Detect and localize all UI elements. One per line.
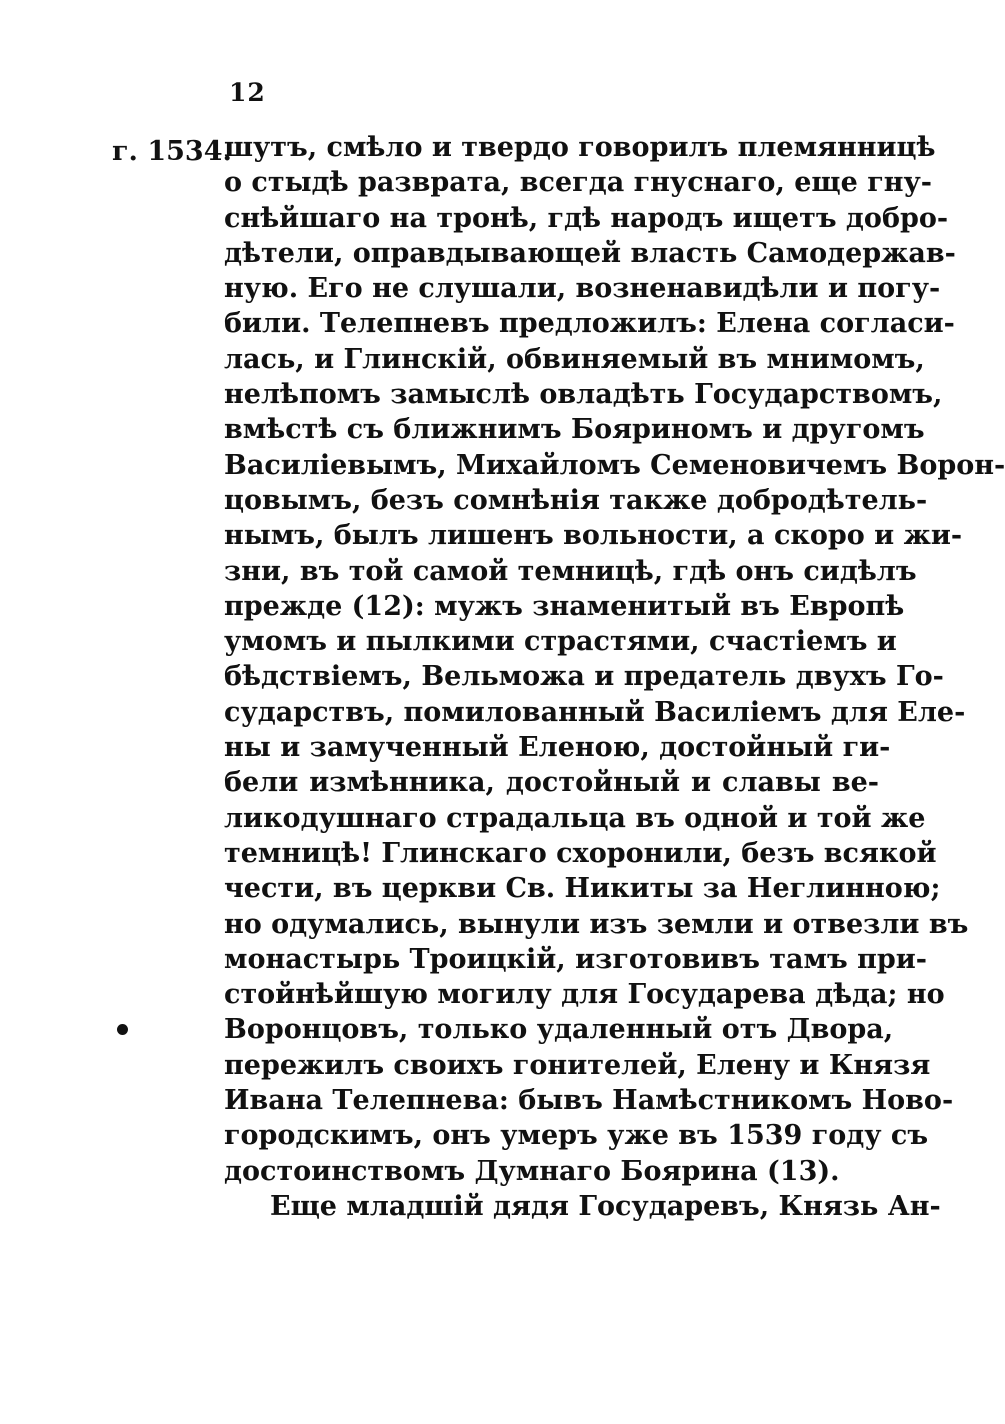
text-line: пережилъ своихъ гонителей, Елену и Князя [224, 1049, 931, 1081]
text-line: стойнѣйшую могилу для Государева дѣда; но [224, 979, 945, 1011]
text-line: вмѣстѣ съ ближнимъ Бояриномъ и другомъ [224, 414, 925, 446]
margin-year-note: г. 1534. [112, 136, 232, 167]
text-line: темницѣ! Глинскаго схоронили, безъ всякой [224, 837, 937, 869]
text-line: городскимъ, онъ умеръ уже въ 1539 году съ [224, 1120, 929, 1152]
text-line: достоинствомъ Думнаго Боярина (13). [224, 1155, 840, 1187]
text-line: шутъ, смѣло и твердо говорилъ племянницѣ [224, 132, 936, 163]
text-line: снѣйшаго на тронѣ, гдѣ народъ ищетъ добро- [224, 202, 949, 234]
text-line: чести, въ церкви Св. Никиты за Неглинною; [224, 873, 941, 905]
text-line: нымъ, былъ лишенъ вольности, а скоро и жи- [224, 520, 963, 552]
text-line: ликодушнаго страдальца въ одной и той же [224, 802, 926, 834]
text-line: сударствъ, помилованный Василіемъ для Еле- [224, 696, 966, 728]
text-line: прежде (12): мужъ знаменитый въ Европѣ [224, 590, 905, 622]
text-line: нелѣпомъ замыслѣ овладѣть Государствомъ, [224, 379, 943, 411]
text-line: Ивана Телепнева: бывъ Намѣстникомъ Ново- [224, 1085, 954, 1117]
text-line: ную. Его не слушали, возненавидѣли и погу- [224, 273, 941, 305]
text-line: Василіевымъ, Михайломъ Семеновичемъ Ворон- [224, 449, 1005, 481]
margin-dot-mark [117, 1024, 128, 1035]
text-line: монастырь Троицкій, изготовивъ тамъ при- [224, 943, 927, 975]
text-line: цовымъ, безъ сомнѣнія также добродѣтель- [224, 484, 928, 516]
page-number: 12 [229, 78, 266, 107]
text-line: дѣтели, оправдывающей власть Самодержав- [224, 237, 956, 269]
text-line: ны и замученный Еленою, достойный ги- [224, 732, 891, 764]
text-line: но одумались, вынули изъ земли и отвезли въ [224, 908, 969, 940]
body-text [224, 130, 1005, 1224]
text-line: зни, въ той самой темницѣ, гдѣ онъ сидѣлъ [224, 555, 917, 587]
text-line: Воронцовъ, только удаленный отъ Двора, [224, 1014, 894, 1046]
text-line: били. Телепневъ предложилъ: Елена согласи- [224, 308, 955, 340]
text-line: бѣдствіемъ, Вельможа и предатель двухъ Го- [224, 661, 944, 693]
paragraph-start-line: Еще младшій дядя Государевъ, Князь Ан- [270, 1190, 941, 1222]
text-line: бели измѣнника, достойный и славы ве- [224, 767, 879, 799]
text-line: лась, и Глинскій, обвиняемый въ мнимомъ, [224, 343, 925, 375]
text-line: умомъ и пылкими страстями, счастіемъ и [224, 626, 897, 658]
text-line: о стыдѣ разврата, всегда гнуснаго, еще гну- [224, 167, 933, 199]
